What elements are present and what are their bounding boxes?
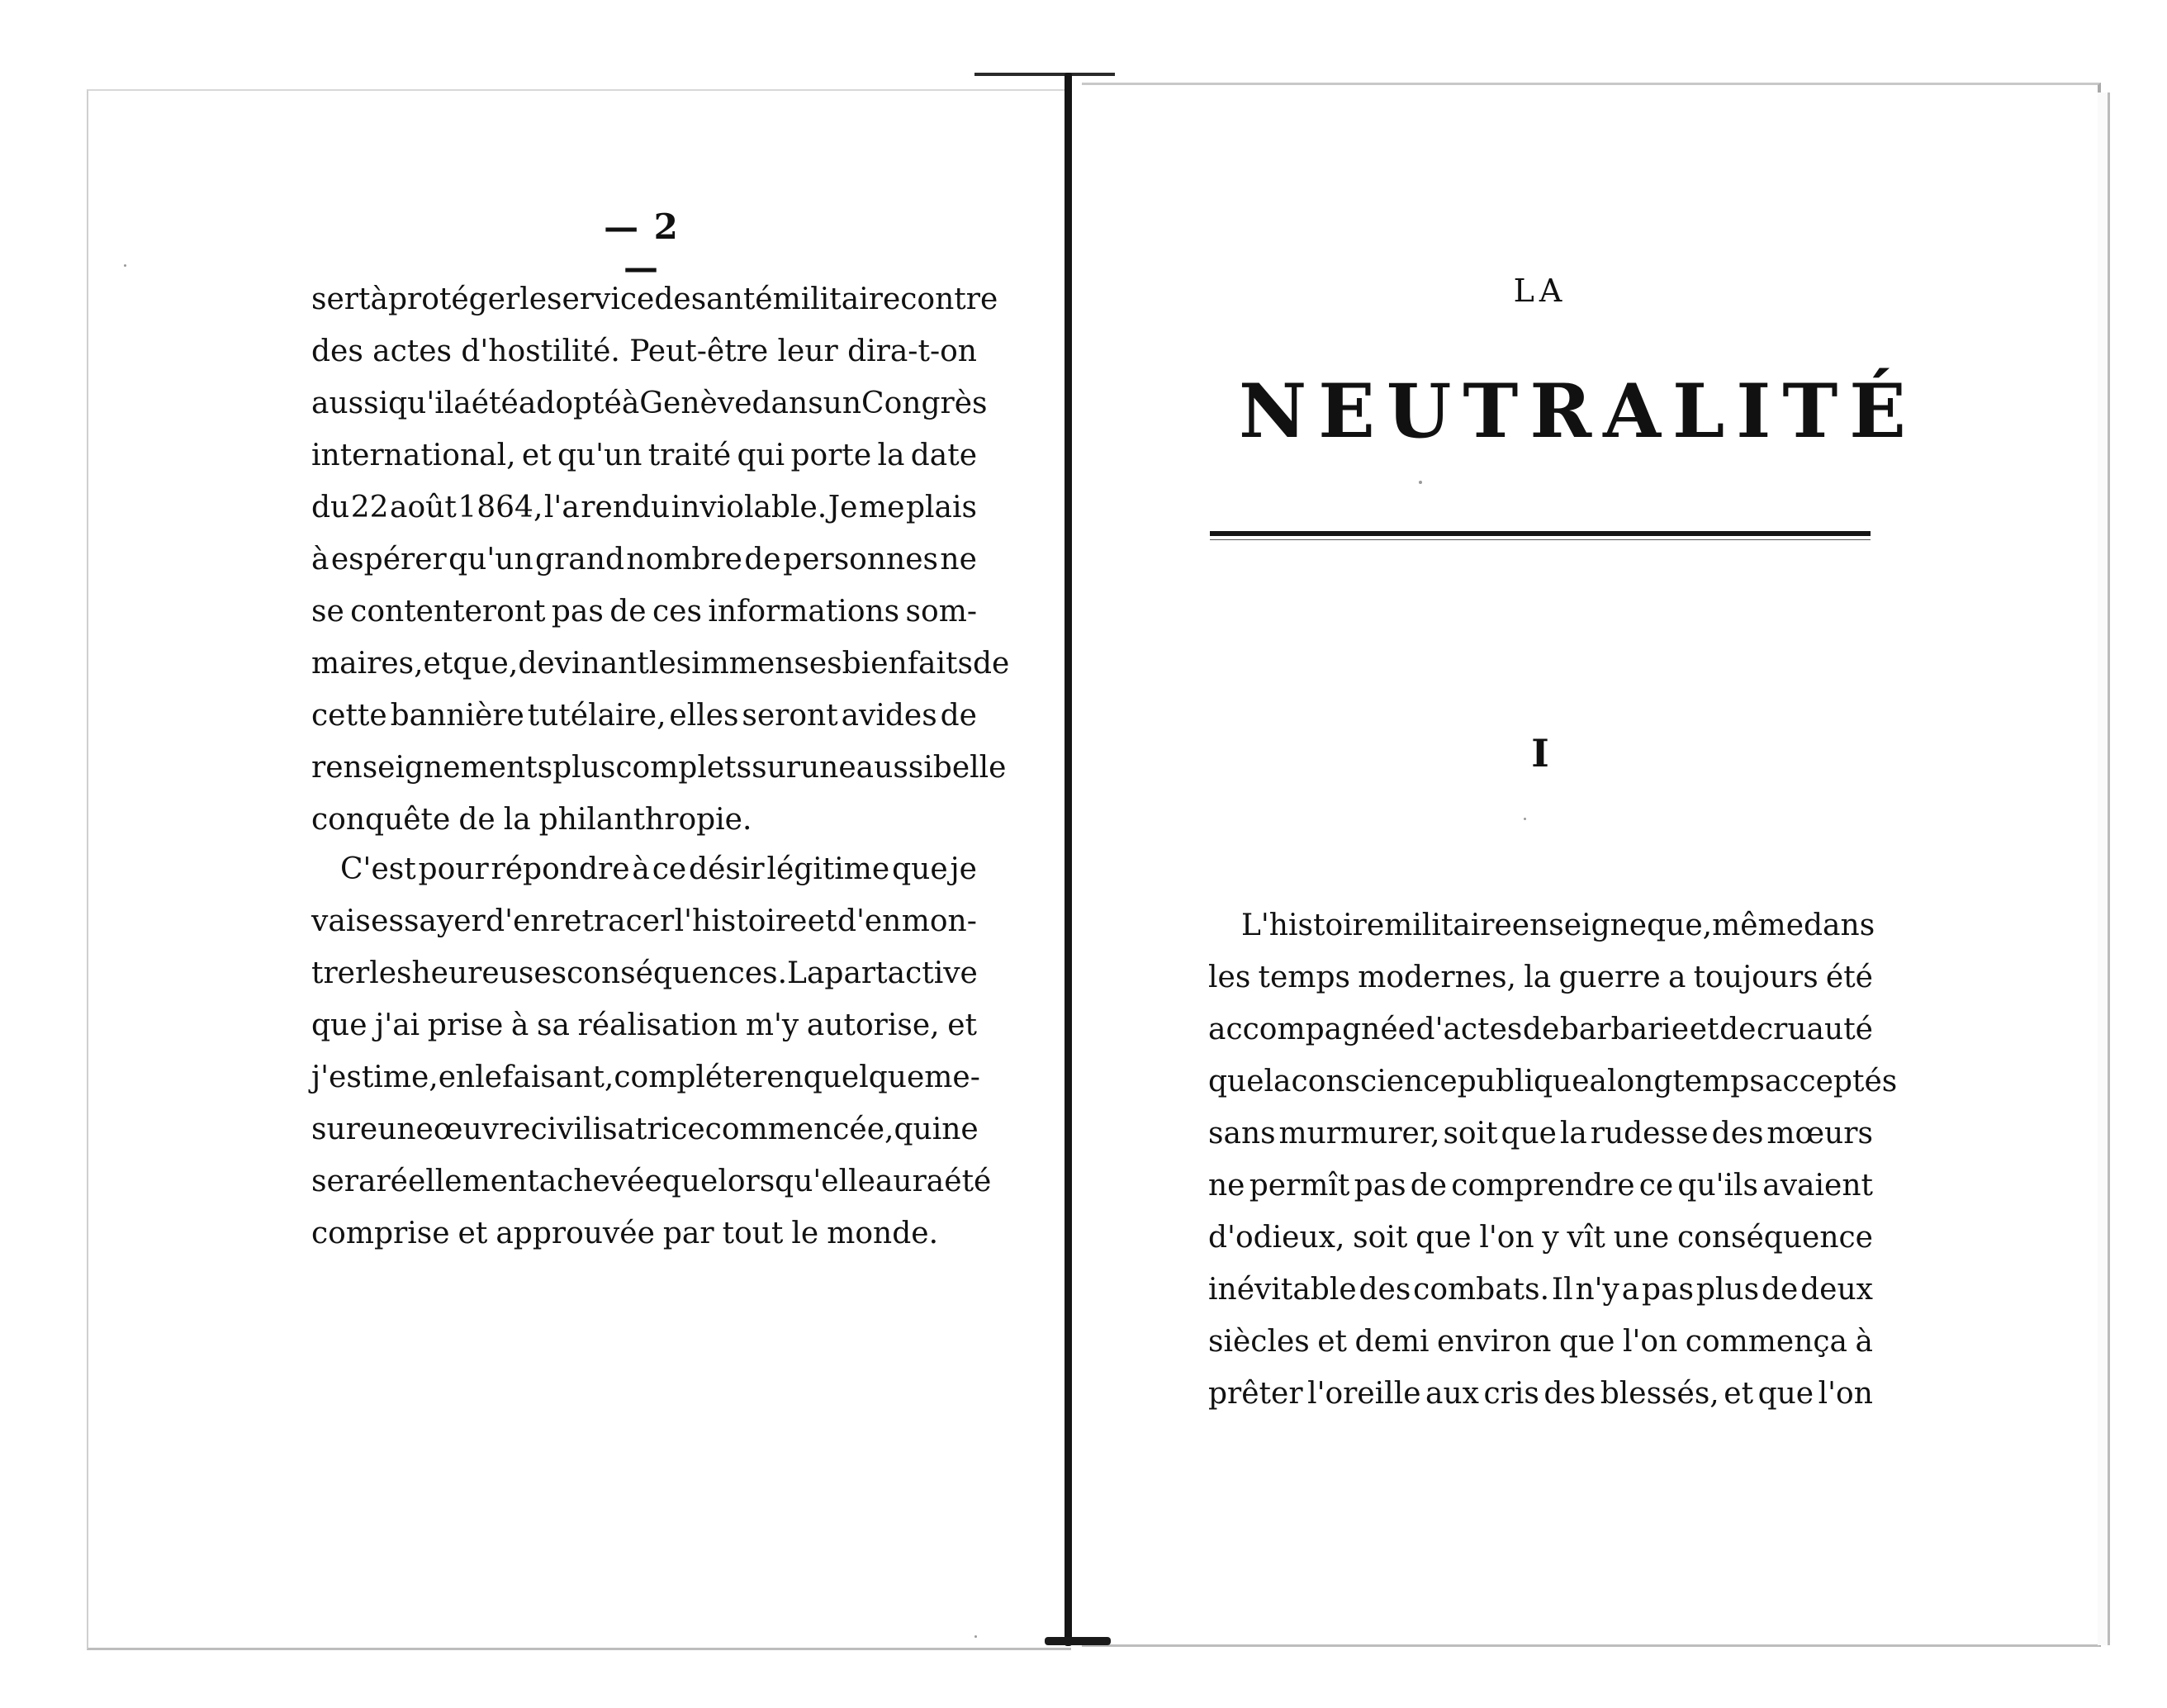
text-line: les temps modernes, la guerre a toujours été: [1208, 961, 1873, 994]
paper-speck: [1419, 481, 1422, 484]
text-line: C'est pour répondre à ce désir légitime que je: [340, 852, 977, 886]
text-line: cette bannière tutélaire, elles seront avides de: [311, 699, 977, 733]
text-line: maires, et que, devinant les immenses bienfaits de: [311, 647, 1010, 681]
text-line: sert à protéger le service de santé militaire contre: [311, 282, 998, 316]
text-line: inévitable des combats. Il n'y a pas plus de deux: [1208, 1273, 1873, 1307]
page-edge: [2098, 93, 2110, 1645]
title-rule-thin: [1210, 539, 1871, 540]
book-gutter: [1065, 73, 1072, 1646]
text-line: que la conscience publique a longtemps acceptés: [1208, 1065, 1898, 1098]
page-number: — 2 —: [604, 206, 680, 287]
title-rule: [1210, 531, 1871, 536]
text-line: à espérer qu'un grand nombre de personnes ne: [311, 543, 977, 576]
text-line: siècles et demi environ que l'on commença à: [1208, 1325, 1873, 1359]
text-line: du 22 août 1864, l'a rendu inviolable. Je me plais: [311, 491, 977, 524]
paper-speck: [974, 1635, 977, 1638]
text-line: trer les heureuses conséquences. La part active: [311, 956, 978, 990]
text-line: conquête de la philanthropie.: [311, 803, 752, 837]
page-title: NEUTRALITÉ: [1239, 368, 1918, 455]
text-line: sans murmurer, soit que la rudesse des mœurs: [1208, 1117, 1873, 1151]
text-line: sera réellement achevée que lorsqu'elle aura été: [311, 1165, 992, 1198]
paper-speck: [1524, 818, 1526, 820]
chapter-numeral: I: [1531, 731, 1549, 776]
text-line: j'estime, en le faisant, compléter en quelque me-: [311, 1060, 980, 1094]
text-line: L'histoire militaire enseigne que, même dans: [1241, 909, 1875, 942]
text-line: comprise et approuvée par tout le monde.: [311, 1217, 939, 1250]
gutter-top-mark: [974, 73, 1115, 76]
title-article: LA: [1513, 273, 1567, 309]
text-line: aussi qu'il a été adopté à Genève dans un Congrès: [311, 387, 988, 420]
text-line: que j'ai prise à sa réalisation m'y autorise, et: [311, 1008, 977, 1042]
text-line: sure une œuvre civilisatrice commencée, qui ne: [311, 1113, 979, 1146]
text-line: accompagnée d'actes de barbarie et de cruauté: [1208, 1013, 1873, 1046]
paper-speck: [124, 264, 126, 267]
text-line: vais essayer d'en retracer l'histoire et d'en mon-: [311, 904, 977, 938]
right-page: [1082, 83, 2101, 1647]
text-line: se contenteront pas de ces informations som-: [311, 595, 977, 629]
text-line: international, et qu'un traité qui porte la date: [311, 439, 977, 472]
text-line: renseignements plus complets sur une aussi belle: [311, 751, 1007, 785]
text-line: prêter l'oreille aux cris des blessés, et que l'on: [1208, 1377, 1873, 1411]
gutter-bottom-mark: [1045, 1637, 1111, 1645]
text-line: d'odieux, soit que l'on y vît une conséquence: [1208, 1221, 1873, 1255]
text-line: ne permît pas de comprendre ce qu'ils avaient: [1208, 1169, 1873, 1203]
text-line: des actes d'hostilité. Peut-être leur dira-t-on: [311, 334, 977, 368]
